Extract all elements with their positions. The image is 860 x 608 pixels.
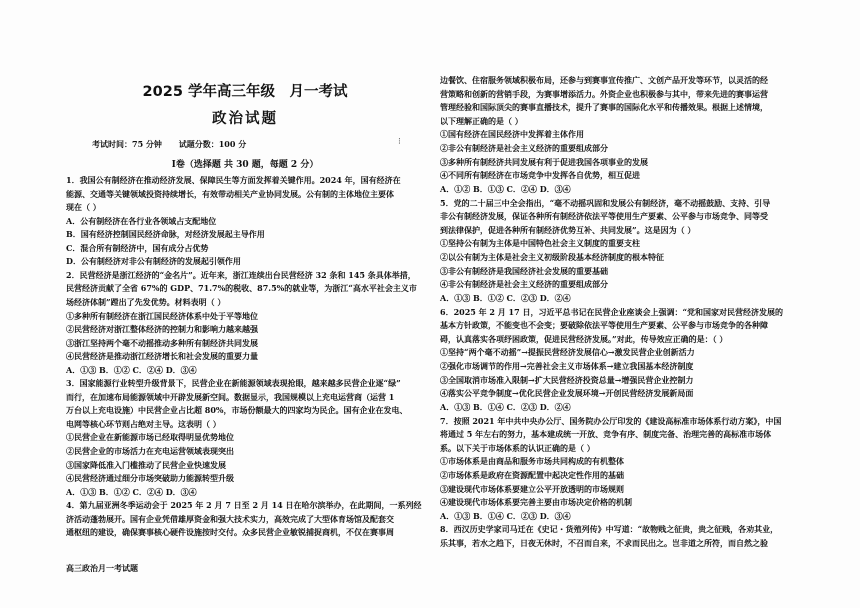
text-line: A．①③ B．①④ C．②③ D．②④ bbox=[440, 401, 571, 412]
text-line: A．公有制经济在各行业各领域占支配地位 bbox=[66, 215, 217, 226]
text-line: ④建设现代市场体系要完善主要由市场决定价格的机制 bbox=[440, 497, 632, 508]
text-line: C．混合所有制经济中，国有成分占优势 bbox=[66, 242, 209, 253]
text-line: 万台以上充电设施）中民营企业占比超 80%，市场份额最大的四家均为民企。国有企业在发电、 bbox=[66, 405, 408, 416]
text-line: ④落实公平竞争制度→优化民营企业发展环境→开创民营经济发展新局面 bbox=[440, 388, 694, 399]
text-line: B．国有经济控制国民经济命脉，对经济发展起主导作用 bbox=[66, 229, 265, 240]
text-line: ②强化市场调节的作用→完善社会主义市场体系→建立我国基本经济制度 bbox=[440, 361, 694, 372]
text-line: ①坚持“两个毫不动摇”→提振民营经济发展信心→激发民营企业创新活力 bbox=[440, 347, 695, 358]
text-line: ②市场体系是政府在资源配置中起决定性作用的基础 bbox=[440, 469, 624, 480]
scan-mark: ⁝ bbox=[398, 137, 401, 147]
text-line: 非公有制经济发展，保证各种所有制经济依法平等使用生产要素、公平参与市场竞争、同等受 bbox=[440, 211, 768, 222]
exam-score: 试题分数：100 分 bbox=[178, 139, 247, 149]
text-line: A．①② B．①③ C．②④ D．③④ bbox=[440, 183, 571, 194]
text-line: 能源、交通等关键领域投资持续增长，有效带动相关产业协同发展。公有制的主体地位主要体 bbox=[66, 188, 394, 199]
section-heading: Ⅰ卷（选择题 共 30 题，每题 2 分） bbox=[171, 160, 319, 170]
text-line: 8．西汉历史学家司马迁在《史记・货殖列传》中写道：“故物贱之征贵，贵之征贱，各劝其业， bbox=[440, 524, 779, 535]
text-line: ③国家降低准入门槛推动了民营企业快速发展 bbox=[66, 459, 226, 470]
text-line: ③多种所有制经济共同发展有利于促进我国各项事业的发展 bbox=[440, 156, 648, 167]
text-line: 通枢纽的建设，确保赛事核心硬件设施按时交付。众多民营企业敏锐捕捉商机，不仅在赛事周 bbox=[66, 527, 394, 538]
text-line: 电网等核心环节则占绝对主导。这表明（ ） bbox=[66, 418, 221, 429]
text-line: ④不同所有制经济在市场竞争中发挥各自优势，相互促进 bbox=[440, 170, 640, 181]
text-line: 以下理解正确的是（ ） bbox=[440, 115, 523, 126]
subject-title: 政治试题 bbox=[212, 111, 278, 127]
text-line: 4．第九届亚洲冬季运动会于 2025 年 2 月 7 日至 2 月 14 日在哈尔滨举办，在此期间，一系列经 bbox=[66, 500, 422, 511]
text-line: 5．党的二十届三中全会指出，“毫不动摇巩固和发展公有制经济，毫不动摇鼓励、支持、引导 bbox=[440, 197, 771, 208]
exam-time: 考试时间：75 分钟 bbox=[92, 139, 162, 149]
text-line: 3．国家能源行业转型升级背景下，民营企业在新能源领域表现抢眼，越来越多民营企业逐“绿” bbox=[66, 378, 401, 389]
text-line: 乐其事，若水之趋下，日夜无休时，不召而自来，不求而民出之。岂非道之所符，而自然之验 bbox=[440, 538, 768, 549]
text-line: ②非公有制经济是社会主义经济的重要组成部分 bbox=[440, 143, 608, 154]
text-line: 民营经济贡献了全省 67%的 GDP、71.7%的税收、87.5%的就业等，为浙江“高水平社会主义市 bbox=[66, 283, 417, 294]
text-line: 系。以下关于市场体系的认识正确的是（ ） bbox=[440, 442, 595, 453]
text-line: ②以公有制为主体是社会主义初级阶段基本经济制度的根本特征 bbox=[440, 252, 664, 263]
text-line: ①多种所有制经济在浙江国民经济体系中处于平等地位 bbox=[66, 310, 258, 321]
text-line: ④非公有制经济是社会主义经济的重要组成部分 bbox=[440, 279, 608, 290]
text-line: 而行，在加速布局能源领域中开辟发展新空间。数据显示，我国规模以上充电运营商（运营 1 bbox=[66, 391, 395, 402]
text-line: 营策略和创新的营销手段，为赛事增添活力。外资企业也积极参与其中，带来先进的赛事运营 bbox=[440, 88, 768, 99]
text-line: 碍，认真落实各项纾困政策，促进民营经济发展。”对此，传导效应正确的是：（ ） bbox=[440, 333, 728, 344]
text-line: 边餐饮、住宿服务领域积极布局，还参与到赛事宣传推广、文创产品开发等环节，以灵活的经 bbox=[440, 75, 768, 85]
exam-meta bbox=[92, 139, 260, 150]
text-line: ①民营企业在新能源市场已经取得明显优势地位 bbox=[66, 432, 234, 443]
text-line: ②民营企业的市场活力在充电运营领域表现突出 bbox=[66, 446, 234, 456]
text-line: ③浙江坚持两个毫不动摇推动多种所有制经济共同发展 bbox=[66, 337, 258, 348]
text-line: ①坚持公有制为主体是中国特色社会主义制度的重要支柱 bbox=[440, 238, 640, 249]
text-line: A．①③ B．①② C．②④ D．③④ bbox=[66, 364, 197, 375]
text-line: 基本方针政策，不能变也不会变；要破除依法平等使用生产要素、公平参与市场竞争的各种障 bbox=[440, 320, 768, 331]
page-footer: 高三政治月一考试题 bbox=[66, 563, 138, 573]
text-line: 1．我国公有制经济在推动经济发展、保障民生等方面发挥着关键作用。2024 年，国有经济在 bbox=[66, 175, 401, 185]
text-line: ③全国取消市场准入限制→扩大民营经济投资总量→增强民营企业控制力 bbox=[440, 374, 694, 385]
text-line: A．①③ B．①② C．②④ D．③④ bbox=[66, 486, 197, 497]
text-line: A．①③ B．①④ C．②③ D．③④ bbox=[440, 510, 571, 521]
text-line: 济活动蓬勃展开。国有企业凭借雄厚资金和强大技术实力，高效完成了大型体育场馆及配套交 bbox=[66, 513, 394, 524]
text-line: 管理经验和国际顶尖的赛事直播技术，提升了赛事的国际化水平和传播效果。根据上述情境， bbox=[440, 102, 768, 113]
text-line: ①国有经济在国民经济中发挥着主体作用 bbox=[440, 129, 584, 140]
text-line: ④民营经济通过细分市场突破助力能源转型升级 bbox=[66, 473, 234, 484]
text-line: 将通过 5 年左右的努力，基本建成统一开放、竞争有序、制度完备、治理完善的高标准市场体 bbox=[440, 429, 772, 440]
text-line: ②民营经济对浙江整体经济的控制力和影响力越来越强 bbox=[66, 324, 258, 335]
text-line: 2．民营经济是浙江经济的“金名片”。近年来，浙江连续出台民营经济 32 条和 145 条具体举措， bbox=[66, 269, 416, 280]
text-line: A．①③ B．①② C．②③ D．②④ bbox=[440, 292, 571, 303]
text-line: 场经济体制”蹚出了先发优势。材料表明（ ） bbox=[66, 296, 226, 307]
text-line: ④民营经济是推动浙江经济增长和社会发展的重要力量 bbox=[66, 351, 258, 362]
text-line: 到法律保护，促进各种所有制经济优势互补、共同发展”。这是因为（ ） bbox=[440, 224, 696, 235]
text-line: D．公有制经济对非公有制经济的发展起引领作用 bbox=[66, 256, 241, 267]
text-line: 6．2025 年 2 月 17 日，习近平总书记在民营企业座谈会上强调：“党和国家对民营经济发展的 bbox=[440, 306, 784, 317]
exam-title: 2025 学年高三年级 月一考试 bbox=[142, 84, 348, 100]
text-line: 7．按照 2021 年中共中央办公厅、国务院办公厅印发的《建设高标准市场体系行动方案》，中国 bbox=[440, 415, 782, 426]
text-line: ①市场体系是由商品和服务市场共同构成的有机整体 bbox=[440, 456, 624, 467]
text-line: 现在（ ） bbox=[66, 202, 101, 213]
text-line: ③非公有制经济是我国经济社会发展的重要基础 bbox=[440, 265, 608, 276]
text-line: ③建设现代市场体系要建立公平开放透明的市场规则 bbox=[440, 483, 624, 494]
